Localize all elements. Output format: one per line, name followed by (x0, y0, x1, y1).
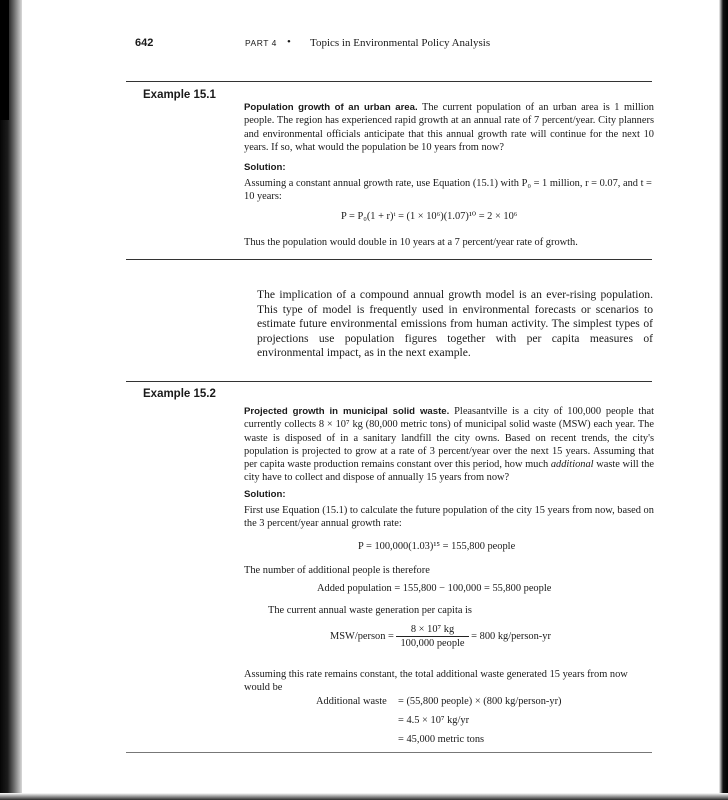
example-15-2-text-b: waste will the city have to collect and dispose of annually 15 years from now? (244, 459, 654, 484)
page-right-edge-shadow (719, 0, 728, 800)
example-15-1-solution-label: Solution: (244, 162, 286, 173)
eq3-fraction (396, 624, 468, 649)
example-15-1-problem (244, 101, 654, 154)
example-15-2-label: Example 15.2 (143, 388, 216, 400)
text-current-generation: The current annual waste generation per capita is (268, 605, 472, 616)
book-spine-dark-band (0, 0, 9, 120)
book-spine-shadow (0, 0, 22, 800)
eq3-rhs: = 800 kg/person-yr (471, 630, 551, 642)
example-15-2-italic-word: additional (550, 459, 594, 471)
text-additional-people: The number of additional people is therefore (244, 565, 430, 576)
page-bottom-edge-shadow (0, 793, 728, 800)
eq4-line-1: = (55,800 people) × (800 kg/person-yr) (398, 696, 562, 707)
equation-added-population: Added population = 155,800 − 100,000 = 55,800 people (317, 583, 552, 594)
eq4-line-3: = 45,000 metric tons (398, 734, 485, 745)
page-bottom-rule (126, 752, 652, 753)
example-15-2-solution-text: First use Equation (15.1) to calculate the future population of the city 15 years from now, based on the 3 percent/year annual growth rate: (244, 505, 654, 530)
eq4-lhs: Additional waste (316, 696, 387, 707)
example-15-1-label: Example 15.1 (143, 89, 216, 101)
example-15-2-solution-label: Solution: (244, 489, 286, 500)
equation-future-population: P = 100,000(1.03)¹⁵ = 155,800 people (358, 541, 516, 552)
header-part-label: PART 4 (245, 38, 277, 48)
header-bullet: • (287, 36, 291, 48)
example-15-2-lead: Projected growth in municipal solid waste. (244, 406, 450, 417)
eq3-numerator: 8 × 10⁷ kg (396, 624, 468, 637)
example-15-1-solution-text: Assuming a constant annual growth rate, use Equation (15.1) with P₀ = 1 million, r = 0.07, and t = 10 years: (244, 178, 652, 203)
eq3-denominator: 100,000 people (400, 638, 465, 649)
eq3-lhs: MSW/person = (330, 630, 394, 642)
equation-msw-per-person (330, 624, 551, 649)
example-15-2-text-a: Pleasantville is a city of 100,000 people that currently collects 8 × 10⁷ kg (80,000 metric tons) of municipal solid waste (MSW) each year. The waste is disposed of in a sanitary landfill the city owns. Based on recent trends, the city's population is projected to grow at a rate of 3 percent/year over the next 15 years. Assuming that per capita waste production remains constant over this period, how much (244, 406, 655, 471)
example-15-1-text: The current population of an urban area is 1 million people. The region has experienced rapid growth at an annual rate of 7 percent/year. City planners and environmental officials anticipate that this annual growth rate will continue for the next 10 years. If so, what would the population be 10 years from now? (244, 102, 654, 153)
header-chapter-title: Topics in Environmental Policy Analysis (310, 37, 491, 49)
text-assuming-constant: Assuming this rate remains constant, the total additional waste generated 15 years from now would be (244, 669, 628, 694)
eq4-line-2: = 4.5 × 10⁷ kg/yr (398, 715, 470, 726)
example-top-rule (126, 81, 652, 82)
example-bottom-rule (126, 259, 652, 260)
example-top-rule (126, 381, 652, 382)
example-15-2-problem (244, 405, 654, 485)
page-number: 642 (135, 37, 154, 49)
example-15-1-equation: P = P₀(1 + r)ᵗ = (1 × 10⁶)(1.07)¹⁰ = 2 × 10⁶ (341, 211, 518, 222)
body-paragraph: The implication of a compound annual growth model is an ever-rising population. This type of model is frequently used in environmental forecasts or scenarios to estimate future environmental emissions from human activity. The simplest types of projections use population figures together with per capita measures of environmental impact, as in the next example. (257, 288, 653, 360)
example-15-1-lead: Population growth of an urban area. (244, 102, 418, 113)
example-15-1-conclusion: Thus the population would double in 10 years at a 7 percent/year rate of growth. (244, 237, 578, 248)
